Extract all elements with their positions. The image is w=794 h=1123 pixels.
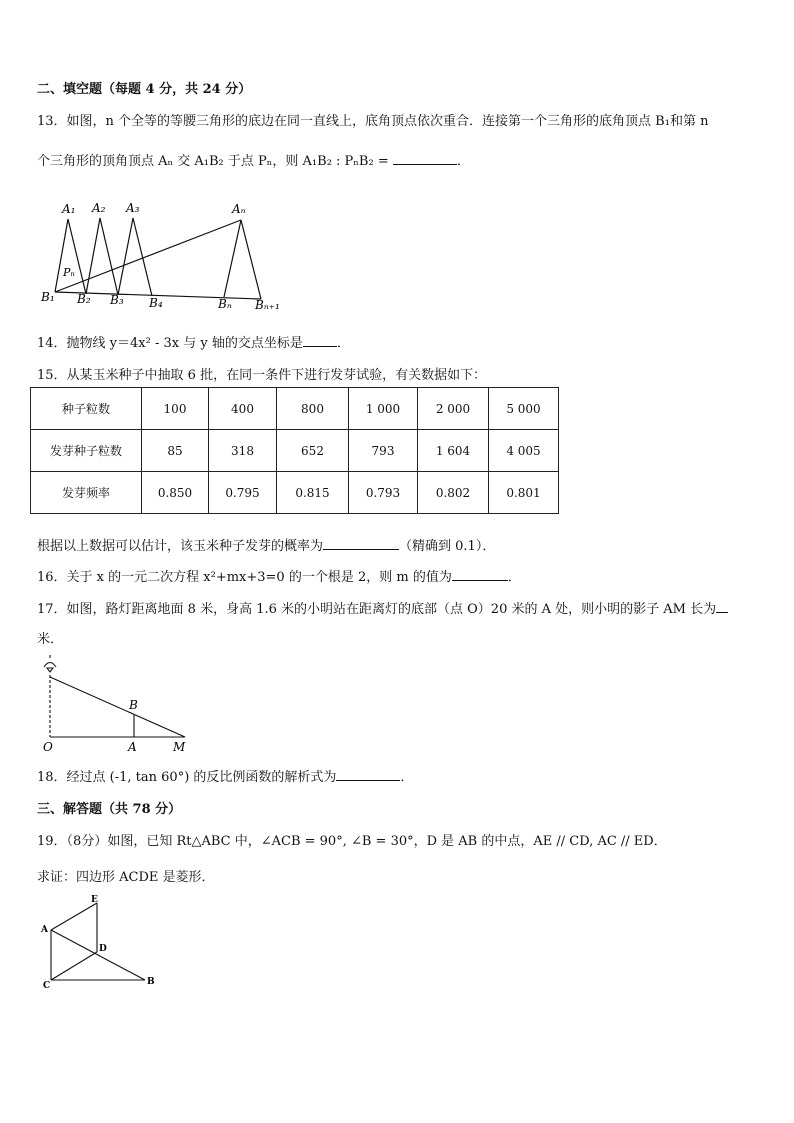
label-A: A xyxy=(41,925,48,935)
table-cell: 318 xyxy=(209,430,277,472)
question-19-line-2: 求证：四边形 ACDE 是菱形． xyxy=(37,870,215,885)
table-cell: 5 000 xyxy=(489,388,559,430)
figure-17-streetlight xyxy=(35,655,195,755)
question-13-line-1: 13．如图，n 个全等的等腰三角形的底边在同一直线上，底角顶点依次重合．连接第一个三角形的底角顶点 B₁和第 n xyxy=(37,114,709,129)
question-16-text: 16．关于 x 的一元二次方程 x²+mx+3=0 的一个根是 2，则 m 的值为 xyxy=(37,570,452,585)
table-cell: 0.802 xyxy=(418,472,489,514)
table-cell: 0.795 xyxy=(209,472,277,514)
table-cell: 0.793 xyxy=(349,472,418,514)
table-row-seed-count xyxy=(31,388,559,430)
triangle-2 xyxy=(86,218,118,295)
triangle-1 xyxy=(55,219,86,294)
table-cell: 85 xyxy=(142,430,209,472)
label-A: A xyxy=(128,740,137,754)
label-A2: A₂ xyxy=(92,201,106,215)
table-cell: 0.850 xyxy=(142,472,209,514)
table-cell: 4 005 xyxy=(489,430,559,472)
light-ray xyxy=(50,677,185,737)
answer-blank-15 xyxy=(323,537,399,550)
table-cell: 1 000 xyxy=(349,388,418,430)
table-row-header: 发芽频率 xyxy=(31,472,142,514)
answer-blank-13 xyxy=(393,152,457,165)
label-B4: B₄ xyxy=(149,296,163,310)
answer-blank-18 xyxy=(336,768,400,781)
question-18-text: 18．经过点 (-1, tan 60°) 的反比例函数的解析式为 xyxy=(37,770,337,785)
label-B: B xyxy=(147,977,155,987)
question-16 xyxy=(37,566,521,585)
label-A3: A₃ xyxy=(126,201,140,215)
question-18-end: ． xyxy=(400,770,414,785)
table-cell: 793 xyxy=(349,430,418,472)
section-title-solutions: 三、解答题（共 78 分） xyxy=(37,802,182,817)
segment-AB xyxy=(51,930,145,980)
table-cell: 652 xyxy=(277,430,349,472)
label-Bn1: Bₙ₊₁ xyxy=(255,298,280,310)
label-Pn: Pₙ xyxy=(63,266,75,279)
label-B: B xyxy=(129,698,138,712)
question-17-line-2: 米． xyxy=(37,632,64,647)
table-cell: 800 xyxy=(277,388,349,430)
question-17-line-1-text: 17．如图，路灯距离地面 8 米，身高 1.6 米的小明站在距离灯的底部（点 O）20 米的 A 处，则小明的影子 AM 长为 xyxy=(37,602,717,617)
question-15-after xyxy=(37,535,495,554)
table-cell: 0.801 xyxy=(489,472,559,514)
question-14 xyxy=(37,332,350,351)
table-cell: 0.815 xyxy=(277,472,349,514)
segment-AE xyxy=(51,903,97,930)
section-title-fill-in: 二、填空题（每题 4 分，共 24 分） xyxy=(37,82,252,97)
table-row-germination-rate xyxy=(31,472,559,514)
label-O: O xyxy=(43,740,53,754)
lamp-icon xyxy=(44,655,56,672)
label-B1: B₁ xyxy=(41,290,55,304)
label-A1: A₁ xyxy=(62,202,76,216)
question-13-line-2-text: 个三角形的顶角顶点 Aₙ 交 A₁B₂ 于点 Pₙ，则 A₁B₂ : PₙB₂ = xyxy=(37,154,393,169)
table-row-germinated-count xyxy=(31,430,559,472)
answer-blank-16 xyxy=(452,568,508,581)
question-15-after-text: 根据以上数据可以估计，该玉米种子发芽的概率为 xyxy=(37,539,324,554)
label-B3: B₃ xyxy=(110,293,124,307)
figure-19-rhombus xyxy=(35,890,165,990)
table-row-header: 种子粒数 xyxy=(31,388,142,430)
question-13-end: ． xyxy=(456,154,470,169)
question-15-intro: 15．从某玉米种子中抽取 6 批，在同一条件下进行发芽试验，有关数据如下： xyxy=(37,368,487,383)
question-18 xyxy=(37,766,413,785)
question-14-text: 14．抛物线 y＝4x² - 3x 与 y 轴的交点坐标是 xyxy=(37,336,303,351)
segment-CD xyxy=(51,952,97,980)
label-C: C xyxy=(43,981,51,990)
label-M: M xyxy=(173,740,186,754)
table-cell: 400 xyxy=(209,388,277,430)
figure-13-triangles xyxy=(35,195,295,310)
label-B2: B₂ xyxy=(77,292,91,306)
germination-table xyxy=(30,387,559,514)
question-16-end: ． xyxy=(507,570,521,585)
question-19-line-1: 19．（8分）如图，已知 Rt△ABC 中，∠ACB = 90°, ∠B = 30°，D 是 AB 的中点，AE // CD, AC // ED． xyxy=(37,834,667,849)
triangle-n xyxy=(224,220,261,299)
table-cell: 1 604 xyxy=(418,430,489,472)
table-cell: 2 000 xyxy=(418,388,489,430)
question-13-line-2 xyxy=(37,150,470,169)
table-row-header: 发芽种子粒数 xyxy=(31,430,142,472)
answer-blank-17 xyxy=(716,600,728,613)
label-D: D xyxy=(99,944,107,954)
label-E: E xyxy=(91,895,98,905)
question-15-after-end: （精确到 0.1）． xyxy=(399,539,496,554)
answer-blank-14 xyxy=(303,334,337,347)
label-An: Aₙ xyxy=(232,202,246,216)
label-Bn: Bₙ xyxy=(218,297,232,310)
table-cell: 100 xyxy=(142,388,209,430)
question-17-line-1 xyxy=(37,598,728,617)
question-14-end: ． xyxy=(336,336,350,351)
